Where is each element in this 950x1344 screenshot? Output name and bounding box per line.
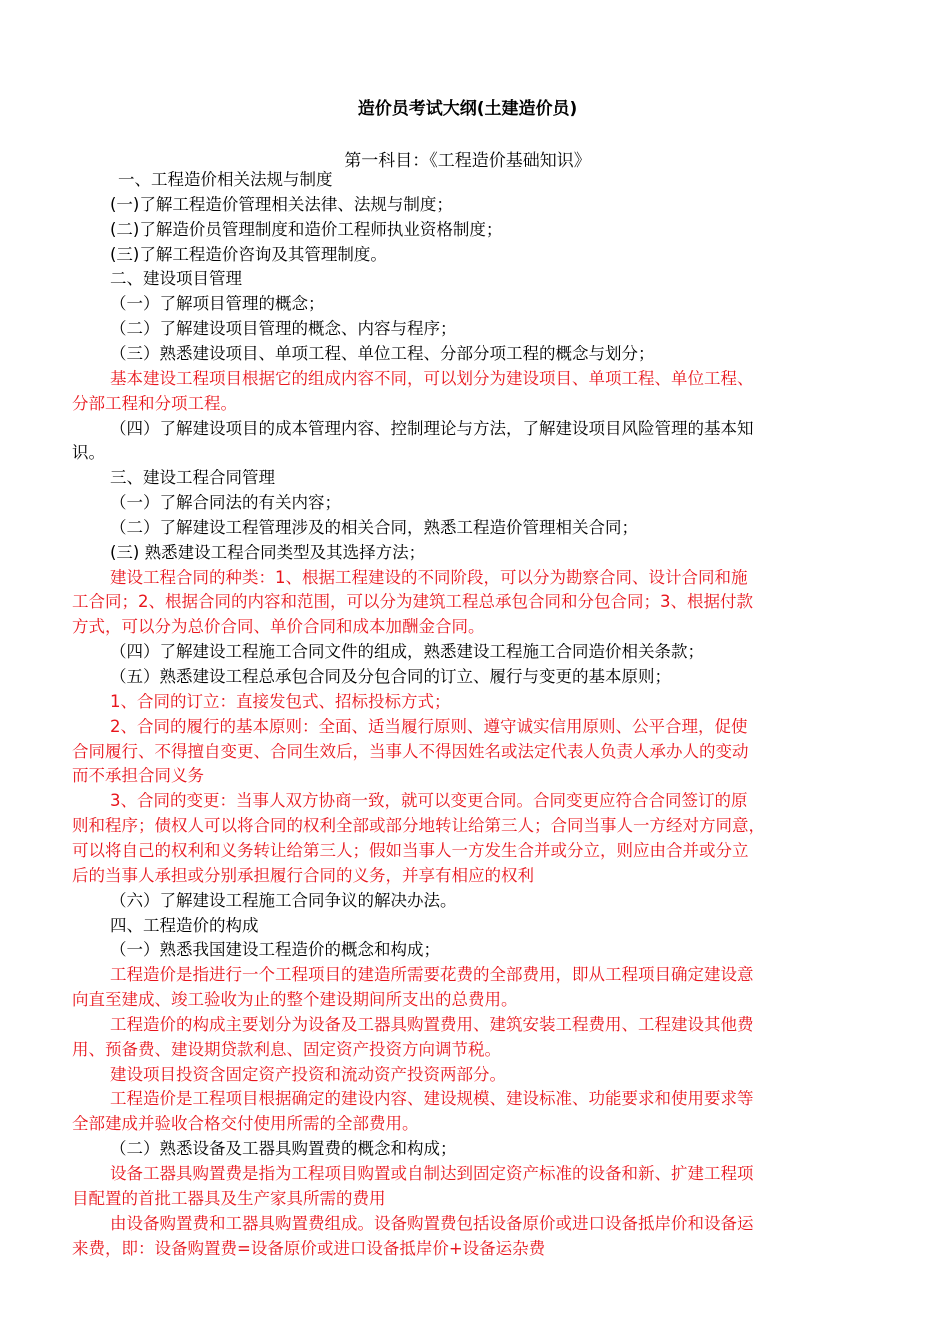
document-line: （一）了解合同法的有关内容；	[110, 493, 341, 513]
document-line: 建设项目投资含固定资产投资和流动资产投资两部分。	[110, 1064, 506, 1084]
document-line: 二、建设项目管理	[110, 269, 242, 289]
document-line: (二)了解造价员管理制度和造价工程师执业资格制度；	[110, 219, 503, 239]
document-line: （一）熟悉我国建设工程造价的概念和构成；	[110, 940, 440, 960]
document-line: 向直至建成、竣工验收为止的整个建设期间所支出的总费用。	[72, 990, 518, 1010]
document-line: （二）了解建设项目管理的概念、内容与程序；	[110, 319, 457, 339]
document-line: （一）了解项目管理的概念；	[110, 294, 325, 314]
document-line: 分部工程和分项工程。	[72, 393, 237, 413]
document-line: 由设备购置费和工器具购置费组成。设备购置费包括设备原价或进口设备抵岸价和设备运	[110, 1213, 754, 1233]
document-line: （六）了解建设工程施工合同争议的解决办法。	[110, 890, 457, 910]
document-line: 三、建设工程合同管理	[110, 468, 275, 488]
document-line: 方式，可以分为总价合同、单价合同和成本加酬金合同。	[72, 617, 485, 637]
document-line: 全部建成并验收合格交付使用所需的全部费用。	[72, 1114, 419, 1134]
document-line: 工合同；2、根据合同的内容和范围，可以分为建筑工程总承包合同和分包合同；3、根据付款	[72, 592, 753, 612]
document-line: (三)了解工程造价咨询及其管理制度。	[110, 244, 387, 264]
document-line: 则和程序；债权人可以将合同的权利全部或部分地转让给第三人；合同当事人一方经对方同意，	[72, 816, 765, 836]
document-line: 而不承担合同义务	[72, 766, 204, 786]
document-line: 合同履行、不得擅自变更、合同生效后，当事人不得因姓名或法定代表人负责人承办人的变动	[72, 741, 749, 761]
document-line: 工程造价是指进行一个工程项目的建造所需要花费的全部费用，即从工程项目确定建设意	[110, 965, 754, 985]
document-line: 四、工程造价的构成	[110, 915, 259, 935]
document-line: 后的当事人承担或分别承担履行合同的义务，并享有相应的权利	[72, 865, 534, 885]
document-line: 3、合同的变更：当事人双方协商一致，就可以变更合同。合同变更应符合合同签订的原	[110, 791, 748, 811]
document-line: （三）熟悉建设项目、单项工程、单位工程、分部分项工程的概念与划分；	[110, 343, 655, 363]
document-subtitle: 第一科目：《工程造价基础知识》	[344, 151, 591, 171]
document-line: （二）了解建设工程管理涉及的相关合同，熟悉工程造价管理相关合同；	[110, 517, 638, 537]
document-line: 设备工器具购置费是指为工程项目购置或自制达到固定资产标准的设备和新、扩建工程项	[110, 1164, 754, 1183]
document-title: 造价员考试大纲(土建造价员)	[357, 99, 578, 119]
document-line: 目配置的首批工器具及生产家具所需的费用	[72, 1188, 386, 1208]
document-line: 用、预备费、建设期贷款利息、固定资产投资方向调节税。	[72, 1039, 501, 1059]
document-line: 一、工程造价相关法规与制度	[118, 170, 333, 189]
document-line: (三) 熟悉建设工程合同类型及其选择方法；	[110, 542, 426, 562]
document-line: 建设工程合同的种类：1、根据工程建设的不同阶段，可以分为勘察合同、设计合同和施	[110, 567, 748, 587]
document-line: （二）熟悉设备及工器具购置费的概念和构成；	[110, 1139, 457, 1159]
document-line: 工程造价的构成主要划分为设备及工器具购置费用、建筑安装工程费用、工程建设其他费	[110, 1014, 754, 1034]
document-line: 工程造价是工程项目根据确定的建设内容、建设规模、建设标准、功能要求和使用要求等	[110, 1089, 754, 1109]
document-line: （四）了解建设项目的成本管理内容、控制理论与方法，了解建设项目风险管理的基本知	[110, 418, 754, 438]
document-line: 2、合同的履行的基本原则：全面、适当履行原则、遵守诚实信用原则、公平合理，促使	[110, 716, 748, 736]
document-line: 识。	[72, 443, 105, 463]
document-line: 可以将自己的权利和义务转让给第三人；假如当事人一方发生合并或分立，则应由合并或分立	[72, 840, 749, 860]
document-line: 1、合同的订立：直接发包式、招标投标方式；	[110, 691, 451, 711]
document-line: （五）熟悉建设工程总承包合同及分包合同的订立、履行与变更的基本原则；	[110, 667, 671, 686]
document-line: 来费，即：设备购置费=设备原价或进口设备抵岸价+设备运杂费	[72, 1238, 546, 1258]
document-line: （四）了解建设工程施工合同文件的组成，熟悉建设工程施工合同造价相关条款；	[110, 642, 704, 662]
document-line: 基本建设工程项目根据它的组成内容不同，可以划分为建设项目、单项工程、单位工程、	[110, 368, 754, 388]
document-line: (一)了解工程造价管理相关法律、法规与制度；	[110, 194, 453, 214]
